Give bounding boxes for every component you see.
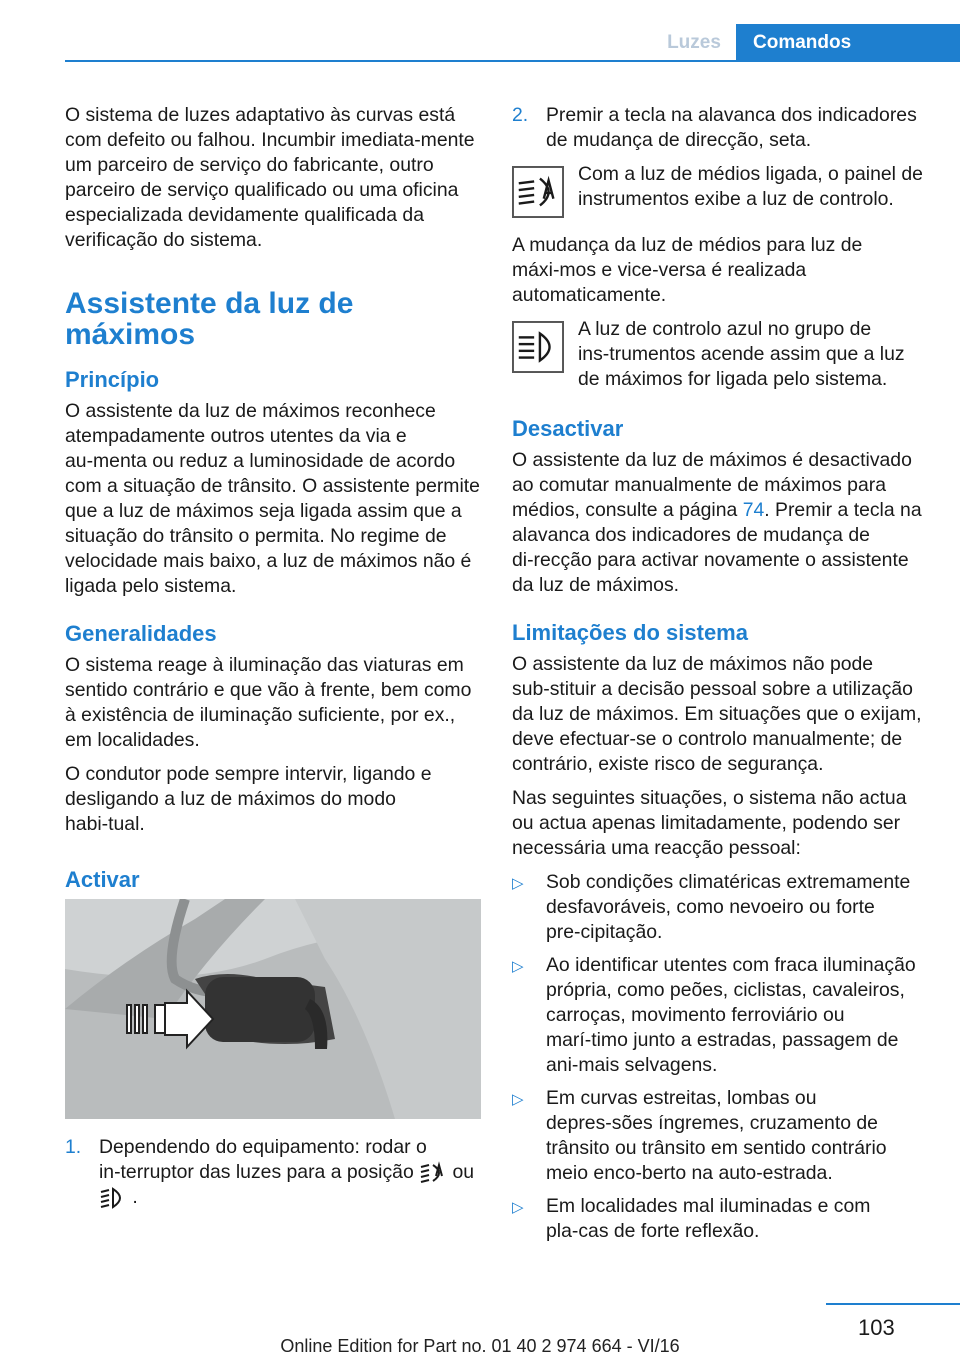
- switch-paragraph: A mudança da luz de médios para luz de máxi‑mos e vice-versa é realizada automaticamente.: [512, 234, 863, 306]
- high-beam-assist-icon: [512, 166, 564, 218]
- list-item-text: Ao identificar utentes com fraca iluminação própria, como peões, ciclistas, cavaleiros, carroças, movimento ferroviário ou marí‑timo junto a estradas, passagem de ani‑mais selvagens.: [546, 954, 916, 1076]
- intro-paragraph: O sistema de luzes adaptativo às curvas está com defeito ou falhou. Incumbir imediata‑mente um parceiro de serviço do fabricante, outro parceiro de serviço qualificado ou uma oficina especializada devidamente qualificada da verificação do sistema.: [65, 104, 475, 251]
- limitacoes-paragraph-1: O assistente da luz de máximos não pode sub‑stituir a decisão pessoal sobre a utilização da luz de máximos. Em situações que o exijam, deve efectuar-se o controlo manualmente; de contrário, existe risco de segurança.: [512, 653, 922, 775]
- low-beam-icon: [99, 1186, 127, 1210]
- limitacoes-heading: Limitações do sistema: [512, 620, 748, 645]
- page-number: 103: [858, 1315, 895, 1340]
- right-column: [512, 103, 928, 1252]
- step-2-text: Premir a tecla na alavanca dos indicadores de mudança de direcção, seta.: [546, 104, 917, 151]
- list-item: [512, 1086, 928, 1186]
- desactivar-paragraph: [512, 448, 928, 598]
- left-column: [65, 103, 481, 1219]
- limitacoes-paragraph-2: Nas seguintes situações, o sistema não actua ou actua apenas limitadamente, podendo ser necessária uma reacção pessoal:: [512, 787, 907, 859]
- list-item-text: Sob condições climatéricas extremamente desfavoráveis, como nevoeiro ou forte pre‑cipitação.: [546, 871, 911, 943]
- bullet-triangle-icon: ▷: [512, 1091, 524, 1108]
- generalidades-paragraph-1: O sistema reage à iluminação das viaturas em sentido contrário e que vão à frente, bem como à existência de iluminação suficiente, por ex., em localidades.: [65, 654, 472, 751]
- bullet-triangle-icon: ▷: [512, 1199, 524, 1216]
- header-section-tab[interactable]: Luzes: [667, 32, 721, 53]
- step-2-number: 2.: [512, 104, 529, 126]
- step-1-end: .: [132, 1186, 138, 1208]
- high-beam-indicator-icon: [512, 321, 564, 373]
- list-item-text: Em curvas estreitas, lombas ou depres‑sões íngremes, cruzamento de trânsito ou trânsito em sentido contrário meio enco‑berto na auto-estrada.: [546, 1087, 887, 1184]
- step-1-number: 1.: [65, 1136, 82, 1158]
- footer-rule: [826, 1303, 960, 1305]
- indicator-row-2: [512, 317, 928, 392]
- bullet-triangle-icon: ▷: [512, 875, 524, 892]
- section-title: Assistente da luz de máximos: [65, 287, 354, 351]
- page-reference-link[interactable]: 74: [742, 499, 765, 521]
- stalk-photo: [65, 899, 481, 1119]
- list-item: [512, 1194, 928, 1244]
- desactivar-text-1: O assistente da luz de máximos é desactivado ao comutar manualmente de máximos para médios, consulte a página: [512, 449, 912, 521]
- edition-footer: Online Edition for Part no. 01 40 2 974 664 - VI/16: [280, 1336, 680, 1356]
- step-2: [512, 103, 928, 153]
- step-1: [65, 1135, 481, 1210]
- step-1-or: ou: [452, 1161, 475, 1183]
- generalidades-heading: Generalidades: [65, 621, 217, 646]
- desactivar-text-2: . Premir a tecla na alavanca dos indicadores de mudança de di‑recção para activar novamente o assistente da luz de máximos.: [512, 499, 922, 596]
- indicator-1-text: Com a luz de médios ligada, o painel de instrumentos exibe a luz de controlo.: [578, 163, 923, 210]
- indicator-row-1: [512, 162, 928, 224]
- list-item-text: Em localidades mal iluminadas e com pla‑cas de forte reflexão.: [546, 1195, 871, 1242]
- list-item: [512, 870, 928, 945]
- principio-heading: Princípio: [65, 367, 160, 392]
- list-item: [512, 953, 928, 1078]
- auto-headlight-icon: [419, 1161, 447, 1185]
- indicator-2-text: A luz de controlo azul no grupo de ins‑trumentos acende assim que a luz de máximos for ligada pelo sistema.: [578, 318, 905, 390]
- activar-heading: Activar: [65, 867, 140, 892]
- step-1-text: Dependendo do equipamento: rodar o in‑terruptor das luzes para a posição: [99, 1136, 427, 1183]
- header-chapter-tab[interactable]: Comandos: [736, 24, 960, 62]
- principio-paragraph: O assistente da luz de máximos reconhece atempadamente outros utentes da via e au‑menta ou reduz a luminosidade de acordo com a situação de trânsito. O assistente permite que a luz de máximos seja ligada assim que a situação do trânsito o permita. No regime de velocidade mais baixo, a luz de máximos não é ligada pelo sistema.: [65, 400, 480, 597]
- bullet-triangle-icon: ▷: [512, 958, 524, 975]
- generalidades-paragraph-2: O condutor pode sempre intervir, ligando e desligando a luz de máximos do modo habi‑tual.: [65, 763, 432, 835]
- desactivar-heading: Desactivar: [512, 416, 624, 441]
